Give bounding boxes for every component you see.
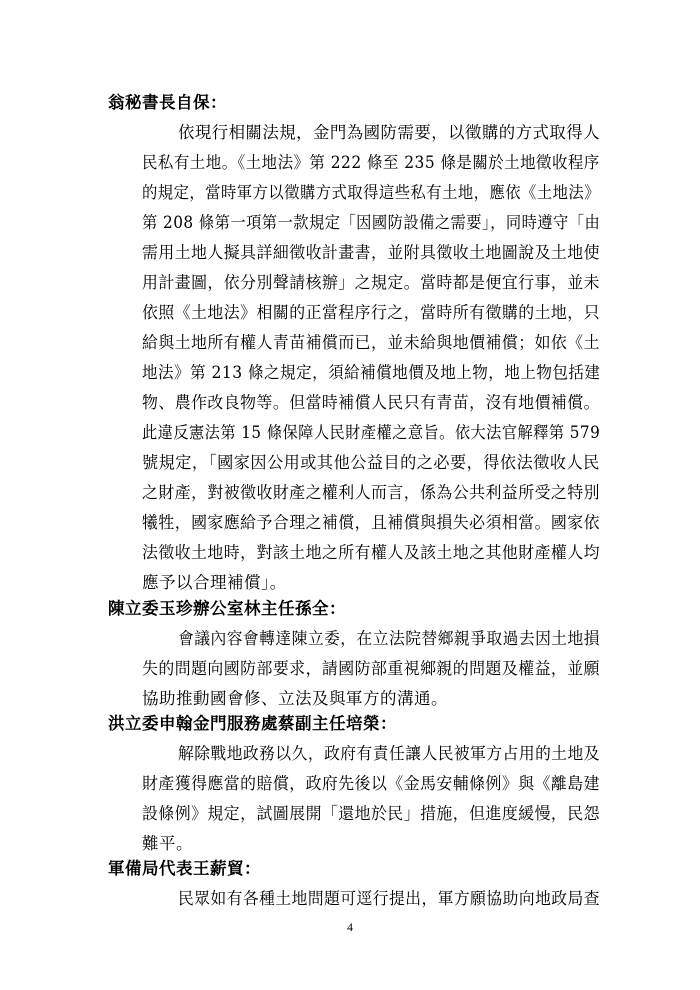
paragraph-line: 法徵收土地時，對該土地之所有權人及該土地之其他財產權人均 [142, 543, 600, 562]
paragraph-line: 難平。 [142, 834, 193, 853]
paragraph-line: 需用土地人擬具詳細徵收計畫書，並附具徵收土地圖說及土地使 [142, 243, 600, 262]
paragraph-line: 民私有土地。《土地法》第 222 條至 235 條是關於土地徵收程序 [142, 153, 600, 172]
speaker-heading: 翁秘書長自保： [108, 93, 227, 112]
paragraph-line: 財產獲得應當的賠償，政府先後以《金馬安輔條例》與《離島建 [142, 774, 600, 793]
paragraph-line: 會議內容會轉達陳立委，在立法院替鄉親爭取過去因土地損 [178, 629, 600, 648]
paragraph-line: 之財產，對被徵收財產之權利人而言，係為公共利益所受之特別 [142, 483, 600, 502]
speaker-heading: 洪立委申翰金門服務處蔡副主任培榮： [108, 714, 397, 733]
paragraph-line: 號規定，「國家因公用或其他公益目的之必要，得依法徵收人民 [142, 453, 600, 472]
paragraph-line: 第 208 條第一項第一款規定「因國防設備之需要」，同時遵守「由 [142, 213, 601, 232]
paragraph-line: 應予以合理補償」。 [142, 573, 287, 592]
paragraph-line: 的規定，當時軍方以徵購方式取得這些私有土地，應依《土地法》 [142, 183, 600, 202]
paragraph-line: 犧牲，國家應給予合理之補償，且補償與損失必須相當。國家依 [142, 513, 600, 532]
paragraph-line: 失的問題向國防部要求，請國防部重視鄉親的問題及權益，並願 [142, 659, 600, 678]
paragraph-line: 給與土地所有權人青苗補償而已，並未給與地價補償；如依《土 [142, 333, 600, 352]
paragraph-line: 民眾如有各種土地問題可逕行提出，軍方願協助向地政局查 [178, 889, 600, 908]
paragraph-line: 地法》第 213 條之規定，須給補償地價及地上物，地上物包括建 [142, 363, 601, 382]
paragraph-line: 解除戰地政務以久，政府有責任讓人民被軍方占用的土地及 [178, 744, 600, 763]
paragraph-line: 協助推動國會修、立法及與軍方的溝通。 [142, 689, 448, 708]
paragraph-line: 依照《土地法》相關的正當程序行之，當時所有徵購的土地，只 [142, 303, 600, 322]
paragraph-line: 此違反憲法第 15 條保障人民財產權之意旨。依大法官解釋第 579 [142, 423, 601, 442]
paragraph-line: 設條例》規定，試圖展開「還地於民」措施，但進度緩慢，民怨 [142, 804, 600, 823]
paragraph-line: 用計畫圖，依分別聲請核辦」之規定。當時都是便宜行事，並未 [142, 273, 600, 292]
speaker-heading: 軍備局代表王薪貿： [108, 859, 261, 878]
speaker-heading: 陳立委玉珍辦公室林主任孫全： [108, 599, 346, 618]
paragraph-line: 物、農作改良物等。但當時補償人民只有青苗，沒有地價補償。 [142, 393, 600, 412]
paragraph-line: 依現行相關法規，金門為國防需要，以徵購的方式取得人 [178, 123, 600, 142]
page-number: 4 [347, 920, 353, 934]
